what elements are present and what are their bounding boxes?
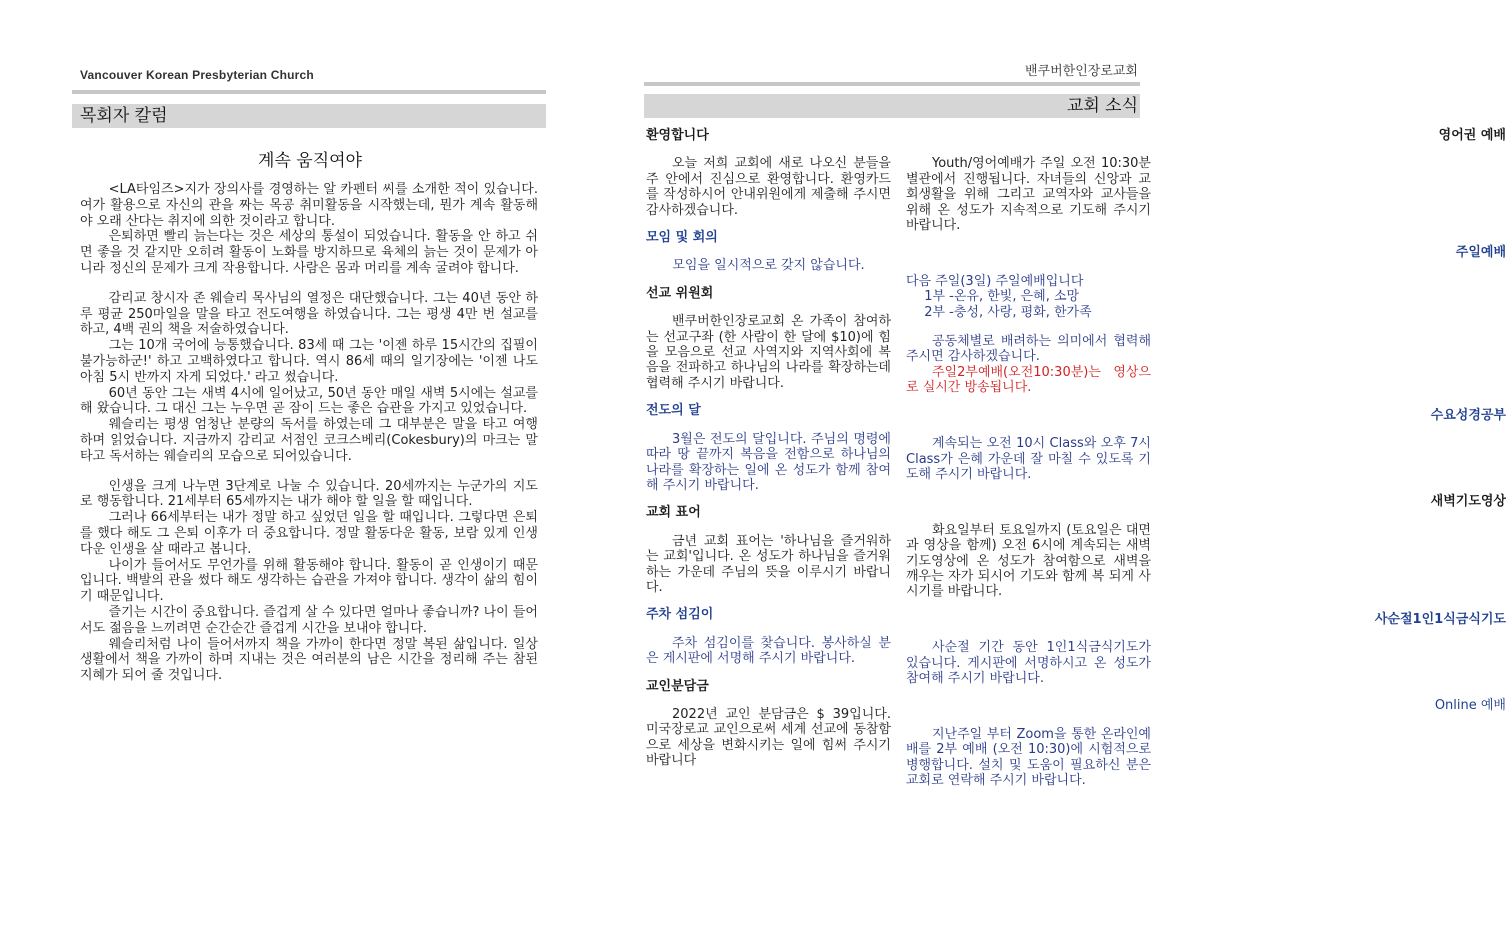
paragraph-gap xyxy=(80,277,538,291)
news-heading: Online 예배 xyxy=(1434,698,1506,714)
article-paragraph: 즐기는 시간이 중요합니다. 즐겁게 살 수 있다면 얼마나 좋습니까? 나이 들어서도 젊음을 느끼려면 순간순간 즐겁게 시간을 보내야 합니다. xyxy=(80,604,538,636)
article-paragraph: 은퇴하면 빨리 늙는다는 것은 세상의 통설이 되었습니다. 활동을 안 하고 쉬면 좋을 것 같지만 오히려 활동이 노화를 방지하므로 육체의 늙는 것이 문제가 아니라 정신의 문제가 크게 작용합니다. 사람은 몸과 머리를 계속 굴려야 합니다. xyxy=(80,229,538,276)
news-item xyxy=(906,245,1506,396)
news-heading: 수요성경공부 xyxy=(1430,407,1506,423)
news-item xyxy=(646,607,891,666)
news-text: 공동체별로 배려하는 의미에서 협력해 주시면 감사하겠습니다. xyxy=(906,334,1151,365)
news-heading: 전도의 달 xyxy=(646,403,701,419)
article-paragraph: 웨슬리처럼 나이 들어서까지 책을 가까이 한다면 정말 복된 삶입니다. 일상생활에서 책을 가까이 하며 지내는 것은 여러분의 남은 시간을 정리해 주는 참된 지혜가 되어 줄 것입니다. xyxy=(80,636,538,684)
news-heading: 모임 및 회의 xyxy=(646,230,718,246)
news-item xyxy=(646,679,891,769)
article-paragraph: 60년 동안 그는 새벽 4시에 일어났고, 50년 동안 매일 새벽 5시에는 설교를 해 왔습니다. 그 대신 그는 누우면 곧 잠이 드는 좋은 습관을 가지고 있었습니다. xyxy=(80,385,538,417)
header-rule xyxy=(72,90,546,94)
news-heading: 교회 표어 xyxy=(646,505,701,521)
news-text: 화요일부터 토요일까지 (토요일은 대면과 영상을 함께) 오전 6시에 계속되는 새벽기도영상에 온 성도가 참여함으로 새벽을 깨우는 자가 되시어 기도와 함께 복 되게 사시기를 바랍니다. xyxy=(906,522,1151,600)
article-paragraph: 웨슬리는 평생 엄청난 분량의 독서를 하였는데 그 대부분은 말을 타고 여행하며 읽었습니다. 지금까지 감리교 서점인 코크스베리(Cokesbury)의 마크는 말 타고 독서하는 웨슬리의 모습으로 되어있습니다. xyxy=(80,417,538,464)
article-paragraph: 나이가 들어서도 무언가를 위해 활동해야 합니다. 활동이 곧 인생이기 때문입니다. 백발의 관을 썼다 해도 생각하는 습관을 가져야 합니다. 생각이 삶의 힘이기 때문입니다. xyxy=(80,557,538,605)
article-body xyxy=(80,182,538,684)
worship-schedule-line: 1부 -온유, 한빛, 은혜, 소망 xyxy=(924,289,1080,305)
news-heading: 선교 위원회 xyxy=(646,285,714,301)
news-item xyxy=(906,698,1506,788)
section-bar xyxy=(644,94,1140,118)
news-heading: 사순절1인1식금식기도 xyxy=(1374,611,1506,627)
news-text: 주차 섬김이를 찾습니다. 봉사하실 분은 게시판에 서명해 주시기 바랍니다. xyxy=(646,635,891,667)
news-item xyxy=(646,286,891,391)
news-item xyxy=(906,611,1506,687)
church-name-english: Vancouver Korean Presbyterian Church xyxy=(80,68,314,82)
news-item xyxy=(646,230,891,274)
news-text: 밴쿠버한인장로교회 온 가족이 참여하는 선교구좌 (한 사람이 한 달에 $10)에 힘을 모음으로 선교 사역지와 지역사회에 복음을 전파하고 하나님의 나라를 확장하는데 협력해 주시기 바랍니다. xyxy=(646,314,891,391)
news-heading: 교인분담금 xyxy=(646,678,709,694)
worship-schedule-line: 2부 -충성, 사랑, 평화, 한가족 xyxy=(924,304,1092,320)
article-paragraph: 그러나 66세부터는 내가 정말 하고 싶었던 일을 할 때입니다. 그렇다면 은퇴를 했다 해도 그 은퇴 이후가 더 중요합니다. 정말 활동다운 활동, 보람 있게 인생다운 인생을 살 때라고 봅니다. xyxy=(80,510,538,557)
article-paragraph: 인생을 크게 나누면 3단계로 나눌 수 있습니다. 20세까지는 누군가의 지도로 행동합니다. 21세부터 65세까지는 내가 해야 할 일을 할 때입니다. xyxy=(80,478,538,510)
section-title: 교회 소식 xyxy=(1066,96,1138,116)
news-item xyxy=(906,494,1506,600)
news-text: 모임을 일시적으로 갖지 않습니다. xyxy=(672,258,865,274)
news-item xyxy=(906,128,1506,234)
paragraph-gap xyxy=(80,465,538,479)
news-text: 2022년 교인 분담금은 $ 39입니다. 미국장로교 교인으로써 세계 선교에 동참함으로 세상을 변화시키는 일에 힘써 주시기 바랍니다 xyxy=(646,706,891,769)
news-column-left xyxy=(646,128,891,781)
article-paragraph: <LA타임즈>지가 장의사를 경영하는 알 카펜터 씨를 소개한 적이 있습니다. 여가 활용으로 자신의 관을 짜는 목공 취미활동을 시작했는데, 뭔가 계속 활동해야 오래 산다는 취지에 의한 것이라고 합니다. xyxy=(80,182,538,229)
livestream-notice: 주일2부예배(오전10:30분)는 영상으로 실시간 방송됩니다. xyxy=(906,364,1151,396)
news-text: 지난주일 부터 Zoom을 통한 온라인예배를 2부 예배 (오전 10:30)에 시험적으로 병행합니다. 설치 및 도움이 필요하신 분은 교회로 연락해 주시기 바랍니다. xyxy=(906,726,1151,788)
news-heading: 주일예배 xyxy=(1455,245,1506,261)
news-text: 금년 교회 표어는 '하나님을 즐거워하는 교회'입니다. 온 성도가 하나님을 즐거워하는 가운데 주님의 뜻을 이루시기 바랍니다. xyxy=(646,533,891,595)
news-text: 사순절 기간 동안 1인1식금식기도가 있습니다. 게시판에 서명하시고 온 성도가 참여해 주시기 바랍니다. xyxy=(906,640,1151,686)
news-item xyxy=(646,403,891,493)
article-paragraph: 감리교 창시자 존 웨슬리 목사님의 열정은 대단했습니다. 그는 40년 동안 하루 평균 250마일을 말을 타고 전도여행을 하였습니다. 그는 평생 4만 번 설교를 하고, 4백 권의 책을 저술하였습니다. xyxy=(80,290,538,338)
section-title: 목회자 칼럼 xyxy=(80,106,168,126)
news-column-right xyxy=(906,128,1506,800)
news-heading: 영어권 예배 xyxy=(1438,128,1506,143)
news-item xyxy=(646,128,891,218)
news-text: 오늘 저희 교회에 새로 나오신 분들을 주 안에서 진심으로 환영합니다. 환영카드를 작성하시어 안내위원에게 제출해 주시면 감사하겠습니다. xyxy=(646,156,891,218)
news-text: 계속되는 오전 10시 Class와 오후 7시 Class가 은혜 가운데 잘 마칠 수 있도록 기도해 주시기 바랍니다. xyxy=(906,436,1151,482)
news-text: 3월은 전도의 달입니다. 주님의 명령에 따라 땅 끝까지 복음을 전함으로 하나님의 나라를 확장하는 일에 온 성도가 함께 참여해 주시기 바랍니다. xyxy=(646,431,891,493)
article-paragraph: 그는 10개 국어에 능통했습니다. 83세 때 그는 '이젠 하루 15시간의 집필이 불가능하군!' 하고 고백하였다고 합니다. 역시 86세 때의 일기장에는 '이젠 나도 아침 5시 반까지 자게 되었다.' 라고 썼습니다. xyxy=(80,338,538,385)
news-heading: 새벽기도영상 xyxy=(1430,494,1506,510)
news-heading: 주차 섬김이 xyxy=(646,607,714,623)
left-page xyxy=(0,0,600,927)
news-text: Youth/영어예배가 주일 오전 10:30분 별관에서 진행됩니다. 자녀들의 신앙과 교회생활을 위해 그리고 교역자와 교사들을 위해 온 성도가 지속적으로 기도해 주시기 바랍니다. xyxy=(906,156,1151,234)
worship-schedule-line: 다음 주일(3일) 주일예배입니다 xyxy=(906,273,1084,289)
news-item xyxy=(906,407,1506,483)
church-name-korean: 밴쿠버한인장로교회 xyxy=(1024,64,1138,79)
right-page xyxy=(600,0,1506,927)
news-heading: 환영합니다 xyxy=(646,128,709,143)
header-rule xyxy=(644,82,1140,86)
article-title: 계속 움직여야 xyxy=(258,151,362,171)
news-item xyxy=(646,505,891,595)
